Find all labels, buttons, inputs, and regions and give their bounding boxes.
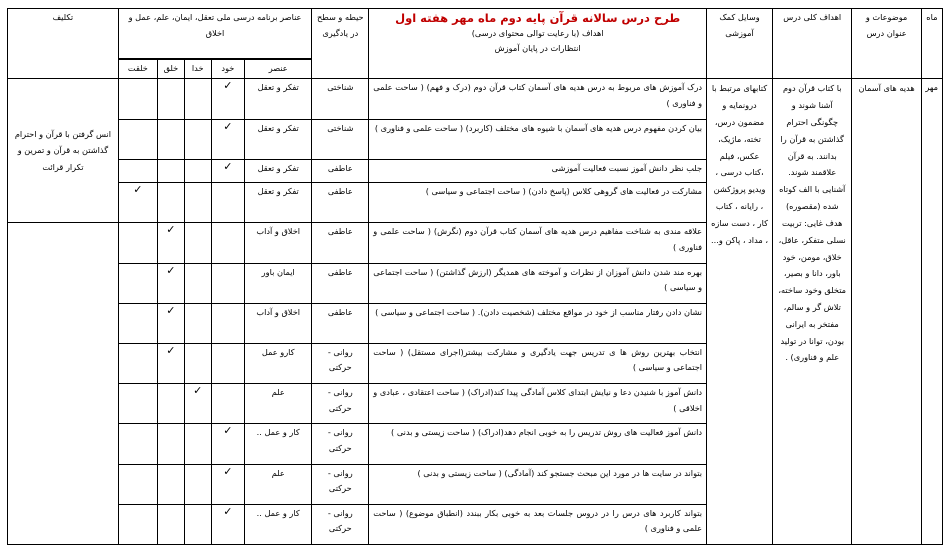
header-objectives: اهداف (با رعایت توالی محتوای درسی) <box>471 28 604 39</box>
topic-value: هدیه های آسمان <box>852 79 921 545</box>
element-cell: اخلاق و آداب <box>245 223 312 263</box>
header-god: خدا <box>184 59 211 79</box>
check-cell-self <box>211 384 245 424</box>
month-value: مهر <box>921 79 942 545</box>
check-cell-nature <box>118 343 157 383</box>
check-cell-god <box>184 384 211 424</box>
check-cell-self <box>211 223 245 263</box>
objective-cell: نشان دادن رفتار مناسب از خود در مواقع مختلف (شخصیت دادن). ( ساحت اجتماعی و سیاسی ) <box>369 303 707 343</box>
domain-cell: روانی - حرکتی <box>312 424 369 464</box>
check-mark-icon: ✓ <box>166 343 176 357</box>
element-cell: علم <box>245 464 312 504</box>
check-cell-self <box>211 424 245 464</box>
check-cell-creation <box>157 424 184 464</box>
element-cell: کار و عمل .. <box>245 504 312 544</box>
objective-cell: بتواند در سایت ها در مورد این مبحث جستجو کند (آمادگی) ( ساحت زیستی و بدنی ) <box>369 464 707 504</box>
check-cell-god <box>184 464 211 504</box>
goals-text: با کتاب قرآن دوم آشنا شوند و چگونگی احترام گذاشتن به قرآن را بدانند. به قرآن علاقمند شوند. آشنایی با الف کوتاه شده (مقصوره) هدف غایی: تربیت نسلی متفکر، عاقل، خلاق، مومن، خود باور، دانا و بصیر، متخلق وخود ساخته، تلاش گر و سالم، مفتخر به ایرانی بودن، توانا در تولید علم و فناوری) . <box>773 79 852 545</box>
check-cell-creation <box>157 303 184 343</box>
check-cell-self <box>211 79 245 119</box>
check-cell-nature <box>118 263 157 303</box>
header-tools: وسایل کمک آموزشی <box>707 9 773 79</box>
element-cell: تفکر و تعقل <box>245 159 312 182</box>
check-cell-nature <box>118 303 157 343</box>
check-cell-nature <box>118 119 157 159</box>
check-mark-icon: ✓ <box>166 263 176 277</box>
check-cell-creation <box>157 464 184 504</box>
header-topics: موضوعات و عنوان درس <box>852 9 921 79</box>
check-cell-god <box>184 424 211 464</box>
domain-cell: عاطفی <box>312 183 369 223</box>
check-cell-self <box>211 303 245 343</box>
assignment-text: انس گرفتن با قرآن و احترام گذاشتن به قرآن و تمرین و تکرار قرائت <box>8 79 119 223</box>
check-cell-creation <box>157 183 184 223</box>
domain-cell: شناختی <box>312 79 369 119</box>
check-cell-nature <box>118 223 157 263</box>
check-mark-icon: ✓ <box>223 119 233 133</box>
check-mark-icon: ✓ <box>166 303 176 317</box>
check-cell-god <box>184 159 211 182</box>
header-title-cell <box>369 9 707 79</box>
check-cell-nature <box>118 183 157 223</box>
check-mark-icon: ✓ <box>223 159 233 173</box>
check-cell-creation <box>157 159 184 182</box>
element-cell: اخلاق و آداب <box>245 303 312 343</box>
objective-cell: بهره مند شدن دانش آموزان از نظرات و آموخته های همدیگر (ارزش گذاشتن) ( ساحت اجتماعی و سیاسی ) <box>369 263 707 303</box>
check-mark-icon: ✓ <box>223 424 233 438</box>
assignment-empty <box>8 223 119 545</box>
header-assignment: تکلیف <box>8 9 119 79</box>
objective-cell: علاقه مندی به شناخت مفاهیم درس هدیه های آسمان کتاب قرآن دوم (نگرش) ( ساحت علمی و فناوری ) <box>369 223 707 263</box>
header-nature: خلقت <box>118 59 157 79</box>
lesson-plan-table <box>7 8 943 545</box>
check-cell-creation <box>157 343 184 383</box>
objective-cell: جلب نظر دانش آموز نسبت فعالیت آموزشی <box>369 159 707 182</box>
element-cell: تفکر و تعقل <box>245 119 312 159</box>
objective-cell: بیان کردن مفهوم درس هدیه های آسمان با شیوه های مختلف (کاربرد) ( ساحت علمی و فناوری ) <box>369 119 707 159</box>
check-cell-self <box>211 119 245 159</box>
tools-text: کتابهای مرتبط با درونمایه و مضمون درس، تخته، ماژیک، عکس، فیلم ،کتاب درسی ، ویدیو پروژکشن ، رایانه ، کتاب کار ، دست سازه ، مداد ، پاکن و... <box>707 79 773 545</box>
check-cell-self <box>211 159 245 182</box>
check-cell-self <box>211 504 245 544</box>
check-cell-nature <box>118 79 157 119</box>
check-cell-self <box>211 343 245 383</box>
check-cell-creation <box>157 384 184 424</box>
header-expectations: انتظارات در پایان آموزش <box>494 42 581 53</box>
check-mark-icon: ✓ <box>223 464 233 478</box>
domain-cell: شناختی <box>312 119 369 159</box>
element-cell: علم <box>245 384 312 424</box>
header-month: ماه <box>921 9 942 79</box>
objective-cell: بتواند کاربرد های درس را در دروس جلسات بعد به خوبی بکار ببندد (انطباق موضوع) ( ساحت علمی و فناوری ) <box>369 504 707 544</box>
check-cell-god <box>184 183 211 223</box>
check-cell-nature <box>118 384 157 424</box>
check-cell-god <box>184 263 211 303</box>
check-cell-nature <box>118 159 157 182</box>
check-cell-creation <box>157 223 184 263</box>
header-elements-program: عناصر برنامه درسی ملی تعقل، ایمان، علم، عمل و اخلاق <box>118 9 311 59</box>
element-cell: ایمان باور <box>245 263 312 303</box>
check-cell-self <box>211 263 245 303</box>
check-cell-god <box>184 119 211 159</box>
check-cell-god <box>184 223 211 263</box>
objective-cell: دانش آموز با شنیدن دعا و نیایش ابتدای کلاس آمادگی پیدا کند(ادراک) ( ساحت اعتقادی ، عبادی و اخلاقی ) <box>369 384 707 424</box>
check-cell-self <box>211 464 245 504</box>
element-cell: تفکر و تعقل <box>245 183 312 223</box>
check-cell-god <box>184 343 211 383</box>
header-goals: اهداف کلی درس <box>773 9 852 79</box>
header-domain-level: حیطه و سطح در یادگیری <box>312 9 369 79</box>
domain-cell: روانی - حرکتی <box>312 464 369 504</box>
element-cell: کار و عمل .. <box>245 424 312 464</box>
page-title: طرح درس سالانه قرآن پایه دوم ماه مهر هفته اول <box>395 11 681 25</box>
check-cell-god <box>184 79 211 119</box>
check-cell-god <box>184 303 211 343</box>
check-cell-creation <box>157 263 184 303</box>
check-cell-nature <box>118 424 157 464</box>
check-cell-self <box>211 183 245 223</box>
check-cell-creation <box>157 119 184 159</box>
check-cell-creation <box>157 504 184 544</box>
objective-cell: انتخاب بهترین روش ها ی تدریس جهت یادگیری و مشارکت بیشتر(اجرای مستقل) ( ساحت اجتماعی و سیاسی ) <box>369 343 707 383</box>
check-mark-icon: ✓ <box>223 504 233 518</box>
objective-cell: مشارکت در فعالیت های گروهی کلاس (پاسخ دادن) ( ساحت اجتماعی و سیاسی ) <box>369 183 707 223</box>
element-cell: تفکر و تعقل <box>245 79 312 119</box>
check-cell-god <box>184 504 211 544</box>
check-mark-icon: ✓ <box>223 79 233 93</box>
header-self: خود <box>211 59 245 79</box>
domain-cell: عاطفی <box>312 159 369 182</box>
check-mark-icon: ✓ <box>193 384 203 398</box>
domain-cell: روانی - حرکتی <box>312 343 369 383</box>
domain-cell: عاطفی <box>312 223 369 263</box>
domain-cell: روانی - حرکتی <box>312 384 369 424</box>
objective-cell: دانش آموز فعالیت های روش تدریس را به خوبی انجام دهد(ادراک) ( ساحت زیستی و بدنی ) <box>369 424 707 464</box>
table-row <box>8 79 943 119</box>
domain-cell: عاطفی <box>312 303 369 343</box>
domain-cell: عاطفی <box>312 263 369 303</box>
header-creation: خلق <box>157 59 184 79</box>
check-cell-nature <box>118 464 157 504</box>
objective-cell: درک آموزش های مربوط به درس هدیه های آسمان کتاب قرآن دوم (درک و فهم) ( ساحت علمی و فناوری ) <box>369 79 707 119</box>
header-element: عنصر <box>245 59 312 79</box>
check-cell-creation <box>157 79 184 119</box>
domain-cell: روانی - حرکتی <box>312 504 369 544</box>
check-mark-icon: ✓ <box>133 183 143 197</box>
element-cell: کارو عمل <box>245 343 312 383</box>
check-cell-nature <box>118 504 157 544</box>
check-mark-icon: ✓ <box>166 223 176 237</box>
